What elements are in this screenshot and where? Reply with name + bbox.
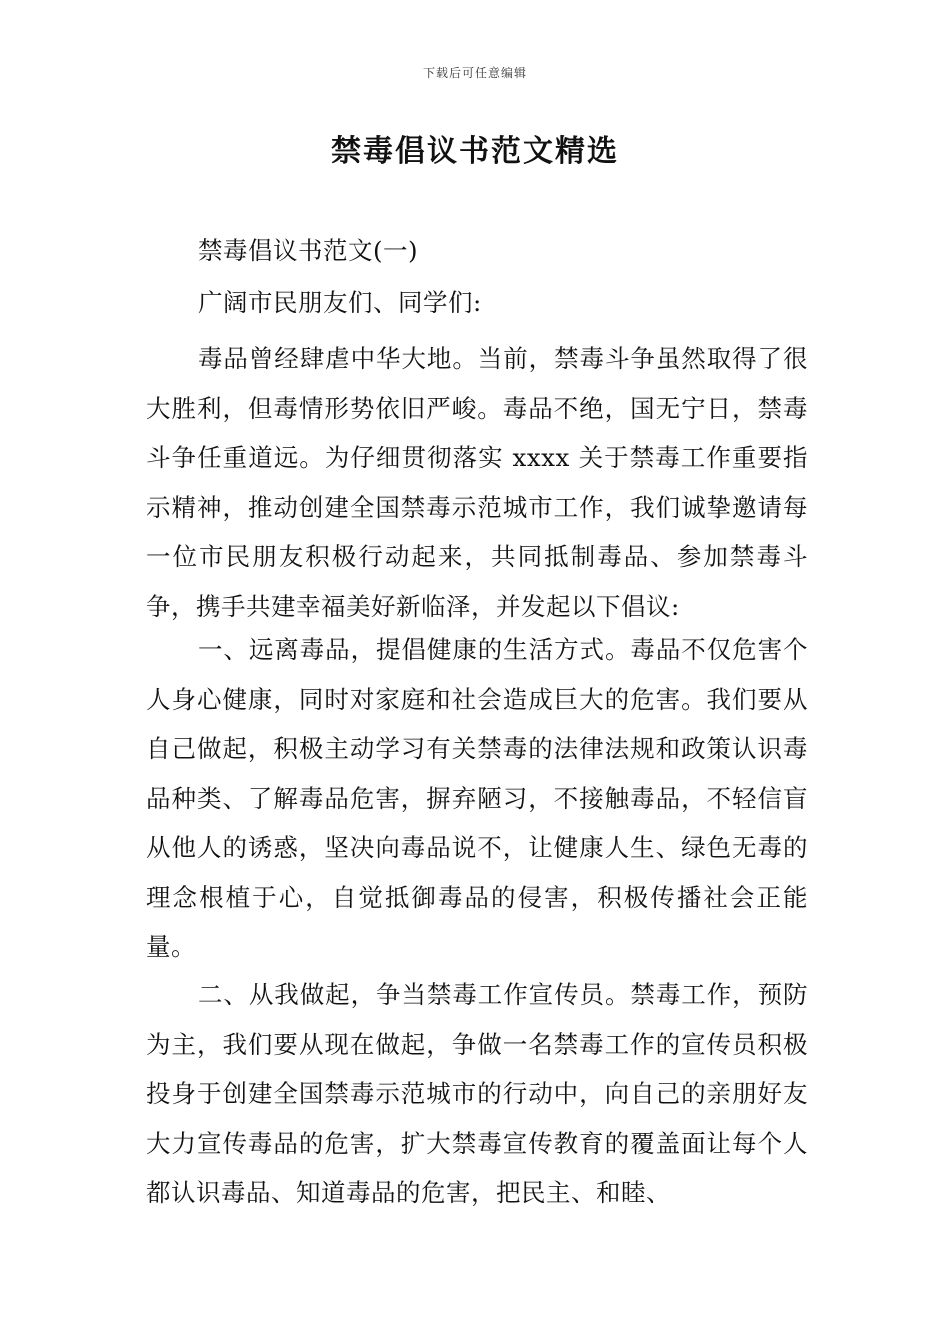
section-heading: 禁毒倡议书范文(一) [198, 236, 419, 265]
header-note: 下载后可任意编辑 [422, 66, 527, 80]
paragraph-item-two: 二、从我做起，争当禁毒工作宣传员。禁毒工作，预防为主，我们要从现在做起，争做一名禁毒工作的宣传员积极投身于创建全国禁毒示范城市的行动中，向自己的亲朋好友大力宣传毒品的危害，扩大禁毒宣传教育的覆盖面让每个人都认识毒品、知道毒品的危害，把民主、和睦、 [146, 980, 808, 1207]
salutation: 广阔市民朋友们、同学们: [198, 288, 482, 317]
paragraph-intro: 毒品曾经肆虐中华大地。当前，禁毒斗争虽然取得了很大胜利，但毒情形势依旧严峻。毒品不绝，国无宁日，禁毒斗争任重道远。为仔细贯彻落实 xxxx 关于禁毒工作重要指示精神，推动创建全国禁毒示范城市工作，我们诚挚邀请每一位市民朋友积极行动起来，共同抵制毒品、参加禁毒斗争，携手共建幸福美好新临泽，并发起以下倡议: [146, 344, 808, 621]
paragraph-item-one: 一、远离毒品，提倡健康的生活方式。毒品不仅危害个人身心健康，同时对家庭和社会造成巨大的危害。我们要从自己做起，积极主动学习有关禁毒的法律法规和政策认识毒品种类、了解毒品危害，摒弃陋习，不接触毒品，不轻信盲从他人的诱惑，坚决向毒品说不，让健康人生、绿色无毒的理念根植于心，自觉抵御毒品的侵害，积极传播社会正能量。 [146, 635, 808, 961]
document-title: 禁毒倡议书范文精选 [331, 134, 619, 169]
